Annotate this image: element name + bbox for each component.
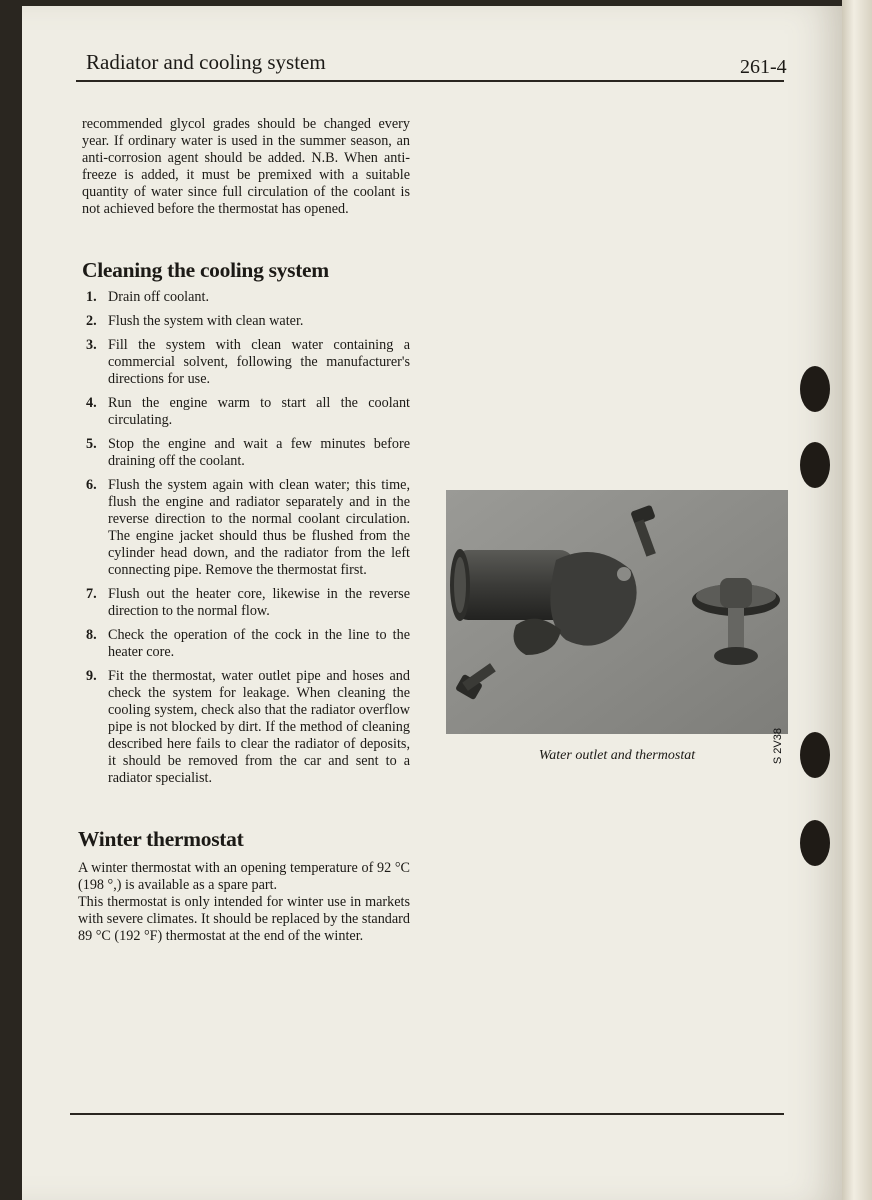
binder-hole: [800, 820, 830, 866]
winter-heading: Winter thermostat: [78, 827, 244, 851]
step-number: 6.: [86, 477, 97, 493]
step-text: Fit the thermostat, water outlet pipe and hoses and check the system for leakage. When cleaning the cooling system, check also that the radiator overflow pipe is not blocked by dirt. If the method of cleaning described here fails to clear the radiator of deposits, it should be removed from the car and sent to a radiator specialist.: [108, 668, 410, 786]
text-column: [78, 116, 410, 945]
step-text: Stop the engine and wait a few minutes before draining off the coolant.: [108, 436, 410, 469]
list-item: [78, 395, 410, 429]
step-text: Flush the system again with clean water; this time, flush the engine and radiator separately and in the reverse direction to the normal coolant circulation. The engine jacket should thus be flushed from the cylinder head down, and the radiator from the left connecting pipe. Remove the thermostat first.: [108, 477, 410, 578]
intro-paragraph: recommended glycol grades should be changed every year. If ordinary water is used in the summer season, an anti-corrosion agent should be added. N.B. When anti-freeze is added, it must be premixed with a suitable quantity of water since full circulation of the coolant is not achieved before the thermostat has opened.: [82, 116, 410, 217]
binder-hole: [800, 366, 830, 412]
step-text: Check the operation of the cock in the line to the heater core.: [108, 627, 410, 660]
list-item: [78, 436, 410, 470]
list-item: [78, 627, 410, 661]
step-text: Flush the system with clean water.: [108, 313, 304, 329]
step-text: Run the engine warm to start all the coolant circulating.: [108, 395, 410, 428]
step-text: Drain off coolant.: [108, 289, 209, 305]
thermostat-photo-illustration: [446, 490, 788, 734]
figure-code: S 2V38: [772, 728, 784, 765]
figure-caption: Water outlet and thermostat: [538, 748, 696, 763]
list-item: [78, 668, 410, 787]
step-text: Flush out the heater core, likewise in the reverse direction to the normal flow.: [108, 586, 410, 619]
step-number: 9.: [86, 668, 97, 684]
step-number: 2.: [86, 313, 97, 329]
cleaning-heading: Cleaning the cooling system: [82, 258, 329, 282]
list-item: [78, 289, 410, 306]
step-number: 5.: [86, 436, 97, 452]
header-rule: [76, 80, 784, 82]
step-text: Fill the system with clean water containing a commercial solvent, following the manufacturer's directions for use.: [108, 337, 410, 387]
page-number: 261-4: [740, 56, 787, 78]
step-number: 1.: [86, 289, 97, 305]
section-title: Radiator and cooling system: [86, 50, 326, 74]
binder-hole: [800, 442, 830, 488]
winter-paragraph-1: A winter thermostat with an opening temperature of 92 °C (198 °,) is available as a spare part.: [78, 860, 410, 893]
page-edge: [842, 0, 872, 1200]
winter-paragraph-2: This thermostat is only intended for winter use in markets with severe climates. It should be replaced by the standard 89 °C (192 °F) thermostat at the end of the winter.: [78, 894, 410, 944]
step-number: 3.: [86, 337, 97, 353]
list-item: [78, 586, 410, 620]
step-number: 4.: [86, 395, 97, 411]
list-item: [78, 313, 410, 330]
binder-hole: [800, 732, 830, 778]
list-item: [78, 337, 410, 388]
step-number: 8.: [86, 627, 97, 643]
cleaning-steps-list: [78, 289, 410, 787]
list-item: [78, 477, 410, 579]
footer-rule: [70, 1113, 784, 1115]
step-number: 7.: [86, 586, 97, 602]
